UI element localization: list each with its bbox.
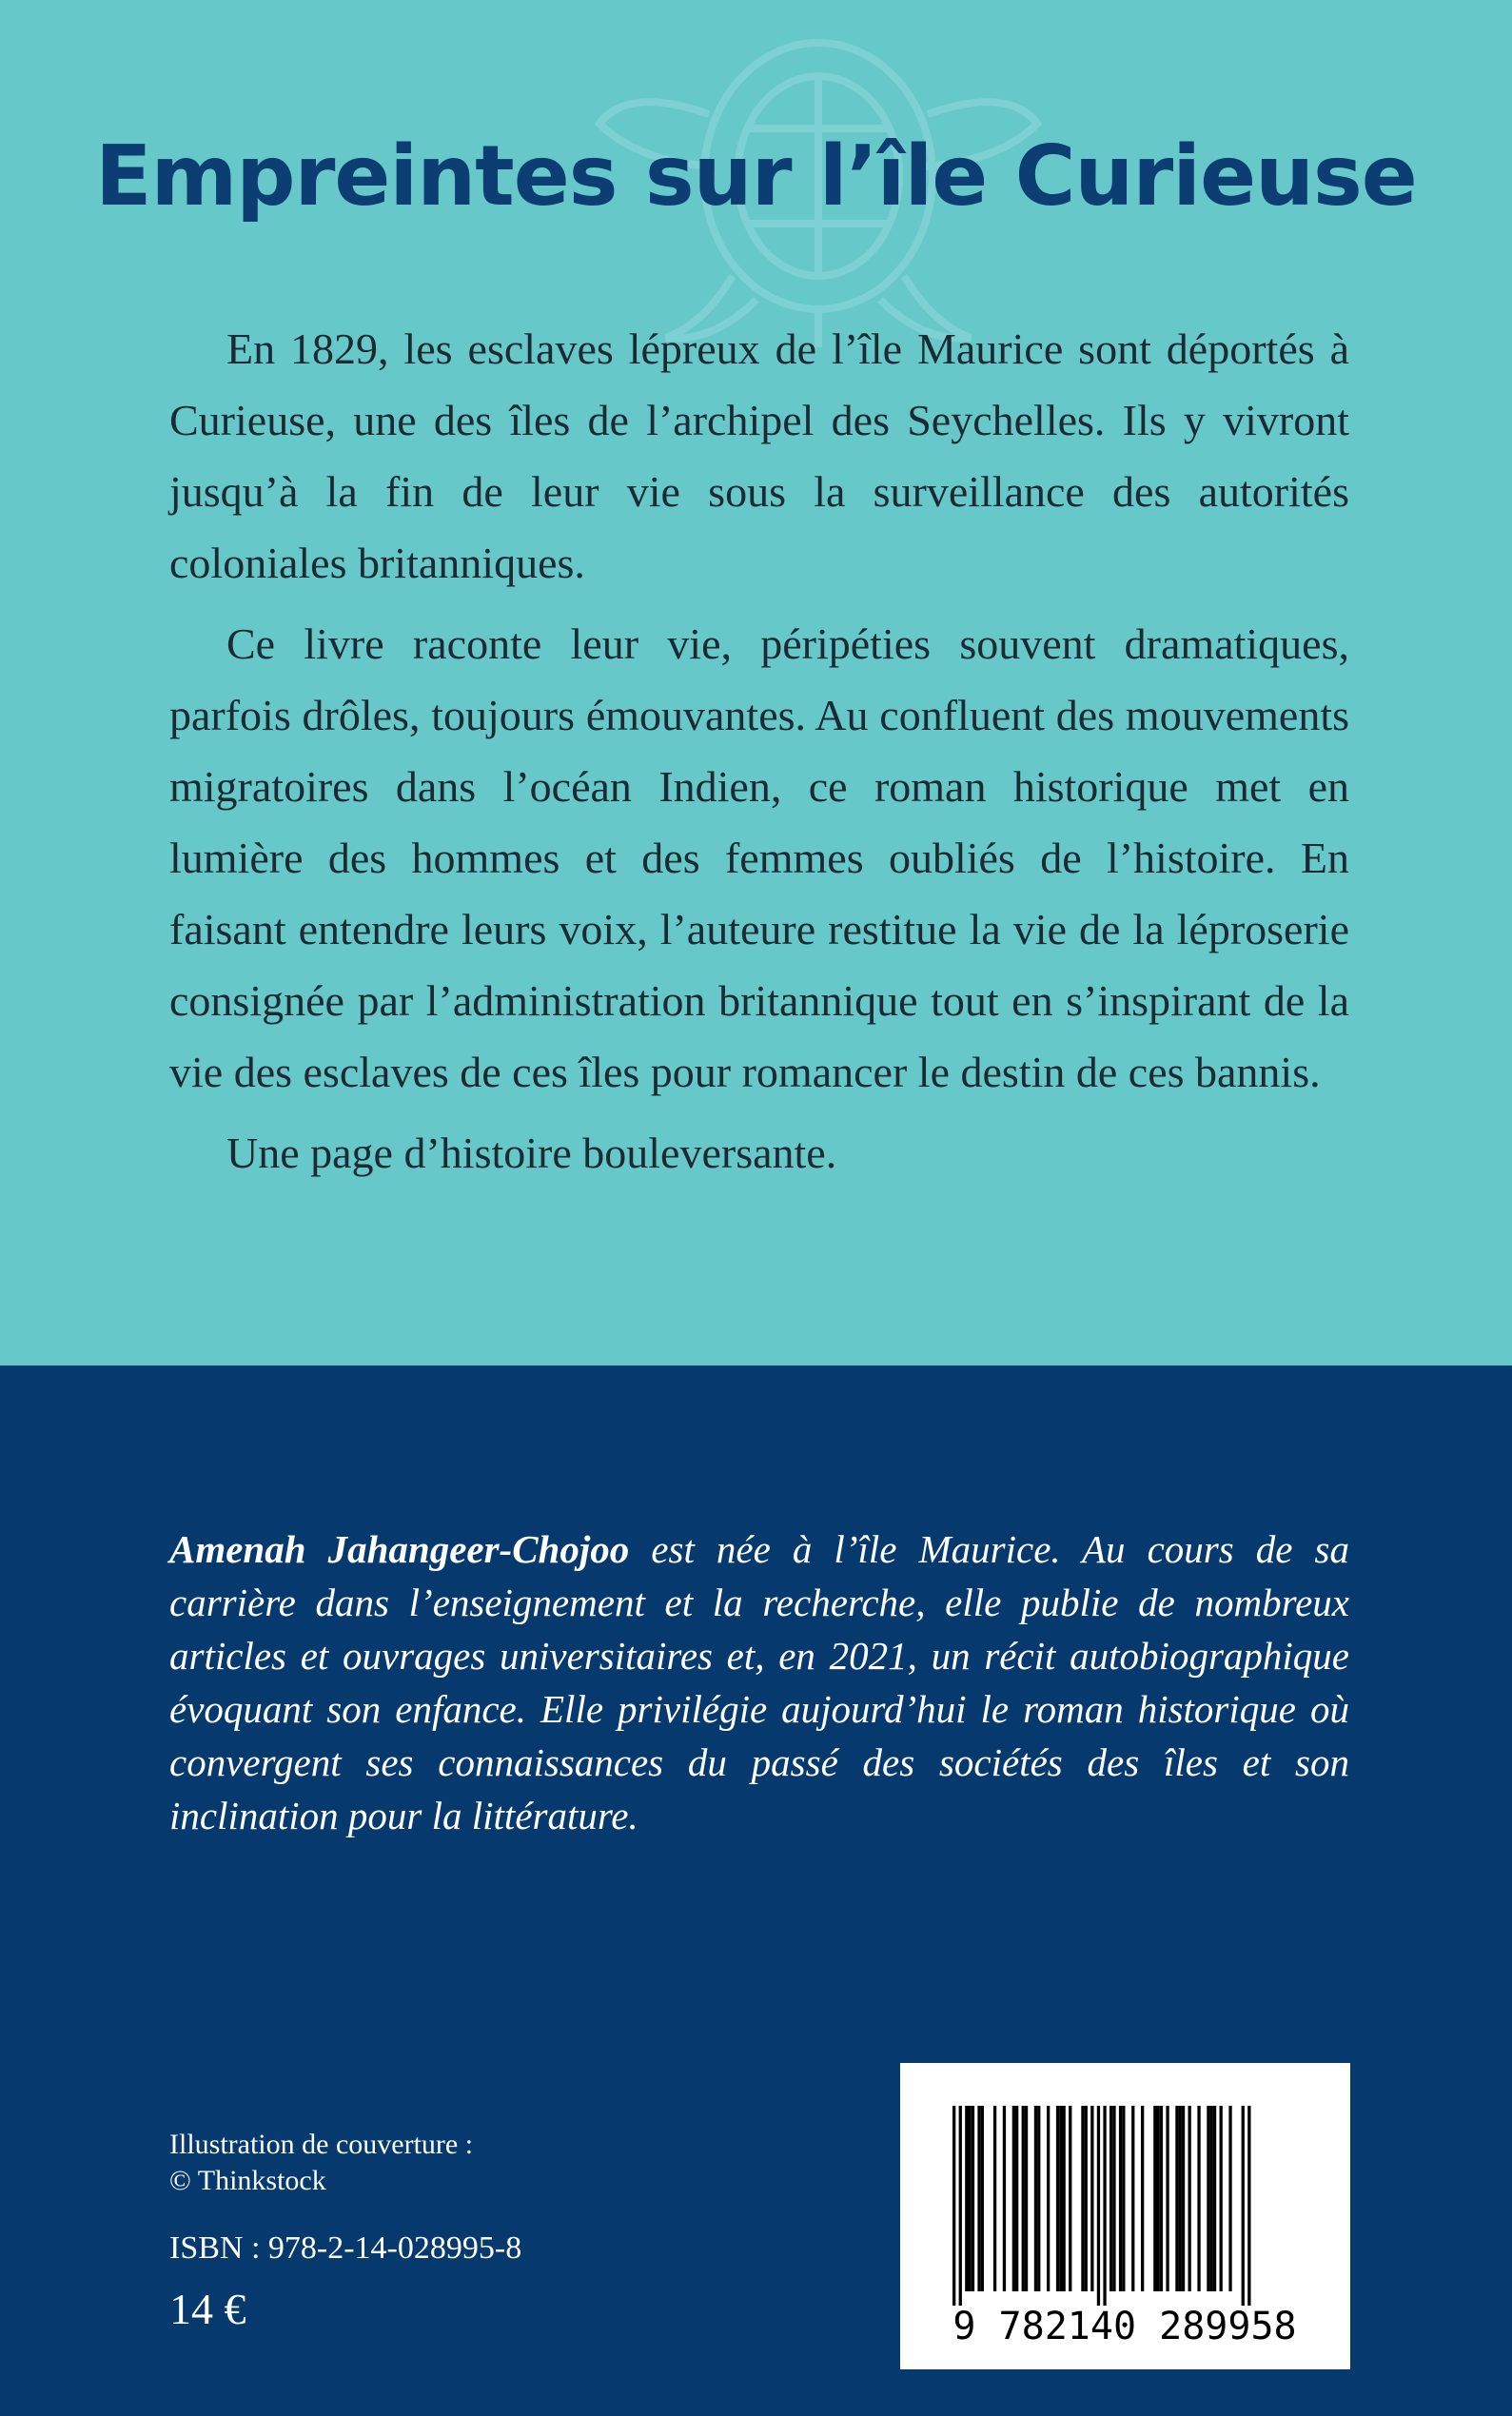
barcode-bar <box>969 2106 972 2291</box>
barcode-bar <box>1179 2106 1182 2291</box>
barcode-bar <box>993 2106 996 2291</box>
barcode-bar <box>981 2106 984 2291</box>
author-name: Amenah Jahangeer-Chojoo <box>169 1527 630 1571</box>
barcode-bar <box>1109 2106 1112 2291</box>
barcode-bar <box>1157 2106 1160 2291</box>
illustration-label: Illustration de couverture : <box>169 2129 474 2160</box>
barcode-bar <box>952 2106 955 2306</box>
barcode-bar <box>1210 2106 1213 2291</box>
barcode-bar <box>972 2106 974 2291</box>
barcode-bar <box>1160 2106 1163 2291</box>
barcode-bar <box>1220 2106 1223 2291</box>
barcode-bar <box>1242 2106 1245 2306</box>
barcode-bar <box>977 2106 980 2291</box>
synopsis-paragraph: Ce livre raconte leur vie, péripéties souvent dramatiques, parfois drôles, toujours émouvantes. Au confluent des mouvements migratoires dans l’océan Indien, ce roman historique met en lumière des hommes et des femmes oubliés de l’histoire. En faisant entendre leurs voix, l’auteure restitue la vie de la léproserie consignée par l’administration britannique tout en s’inspirant de la vie des esclaves de ces îles pour romancer le destin de ces bannis. <box>169 619 1349 1096</box>
barcode-bar <box>1012 2106 1015 2291</box>
illustration-credits <box>169 2127 473 2199</box>
barcode-bar <box>1081 2106 1084 2291</box>
price-text: 14 € <box>169 2285 246 2333</box>
barcode-bar <box>1059 2106 1062 2291</box>
barcode-bar <box>1228 2106 1231 2291</box>
synopsis-paragraph: En 1829, les esclaves lépreux de l’île Maurice sont déportés à Curieuse, une des îles de l’archipel des Seychelles. Ils y vivront jusqu’à la fin de leur vie sous la surveillance des autorités coloniales britanniques. <box>169 324 1349 587</box>
illustration-credit: © Thinkstock <box>169 2165 326 2196</box>
barcode-bar <box>1090 2106 1093 2291</box>
barcode-bar <box>1037 2106 1040 2291</box>
barcode-bar <box>1015 2106 1018 2291</box>
barcode <box>900 2063 1350 2369</box>
barcode-bar <box>1175 2106 1178 2291</box>
barcode-bar <box>1213 2106 1216 2291</box>
isbn-text: ISBN : 978-2-14-028995-8 <box>169 2230 522 2266</box>
barcode-bar <box>1207 2106 1209 2291</box>
barcode-bar <box>1247 2106 1250 2306</box>
barcode-bar <box>1022 2106 1025 2291</box>
barcode-bar <box>1188 2106 1191 2291</box>
barcode-bar <box>1103 2106 1106 2306</box>
barcode-bar <box>959 2106 962 2306</box>
barcode-bar <box>1131 2106 1134 2291</box>
synopsis-paragraph: Une page d’histoire bouleversante. <box>226 1129 837 1177</box>
barcode-bar <box>1166 2106 1168 2291</box>
author-bio <box>169 1522 1349 1842</box>
barcode-bar <box>1197 2106 1200 2291</box>
barcode-bar <box>1025 2106 1028 2291</box>
barcode-bar <box>1122 2106 1125 2291</box>
barcode-bar <box>1119 2106 1122 2291</box>
barcode-bars <box>952 2106 1251 2306</box>
barcode-bar <box>1182 2106 1185 2291</box>
barcode-bar <box>1047 2106 1050 2291</box>
book-title: Empreintes sur l’île Curieuse <box>95 128 1417 225</box>
barcode-bar <box>1112 2106 1115 2291</box>
barcode-bar <box>1085 2106 1088 2291</box>
author-bio-text: est née à l’île Maurice. Au cours de sa carrière dans l’enseignement et la recherche, elle publie de nombreux articles et ouvrages universitaires et, en 2021, un récit autobiographique évoquant son enfance. Elle privilégie aujourd’hui le roman historique où convergent ses connaissances du passé des sociétés des îles et son inclination pour la littérature. <box>169 1527 1349 1837</box>
barcode-bar <box>1153 2106 1156 2291</box>
barcode-bar <box>1063 2106 1066 2291</box>
barcode-bar <box>965 2106 968 2291</box>
barcode-digits: 9 782140 289958 <box>952 2305 1297 2348</box>
barcode-bar <box>1141 2106 1144 2291</box>
barcode-bar <box>1003 2106 1006 2291</box>
barcode-bar <box>1056 2106 1059 2291</box>
barcode-bar <box>1069 2106 1071 2291</box>
synopsis <box>169 313 1349 1198</box>
barcode-bar <box>1097 2106 1100 2306</box>
barcode-bar <box>1034 2106 1037 2291</box>
